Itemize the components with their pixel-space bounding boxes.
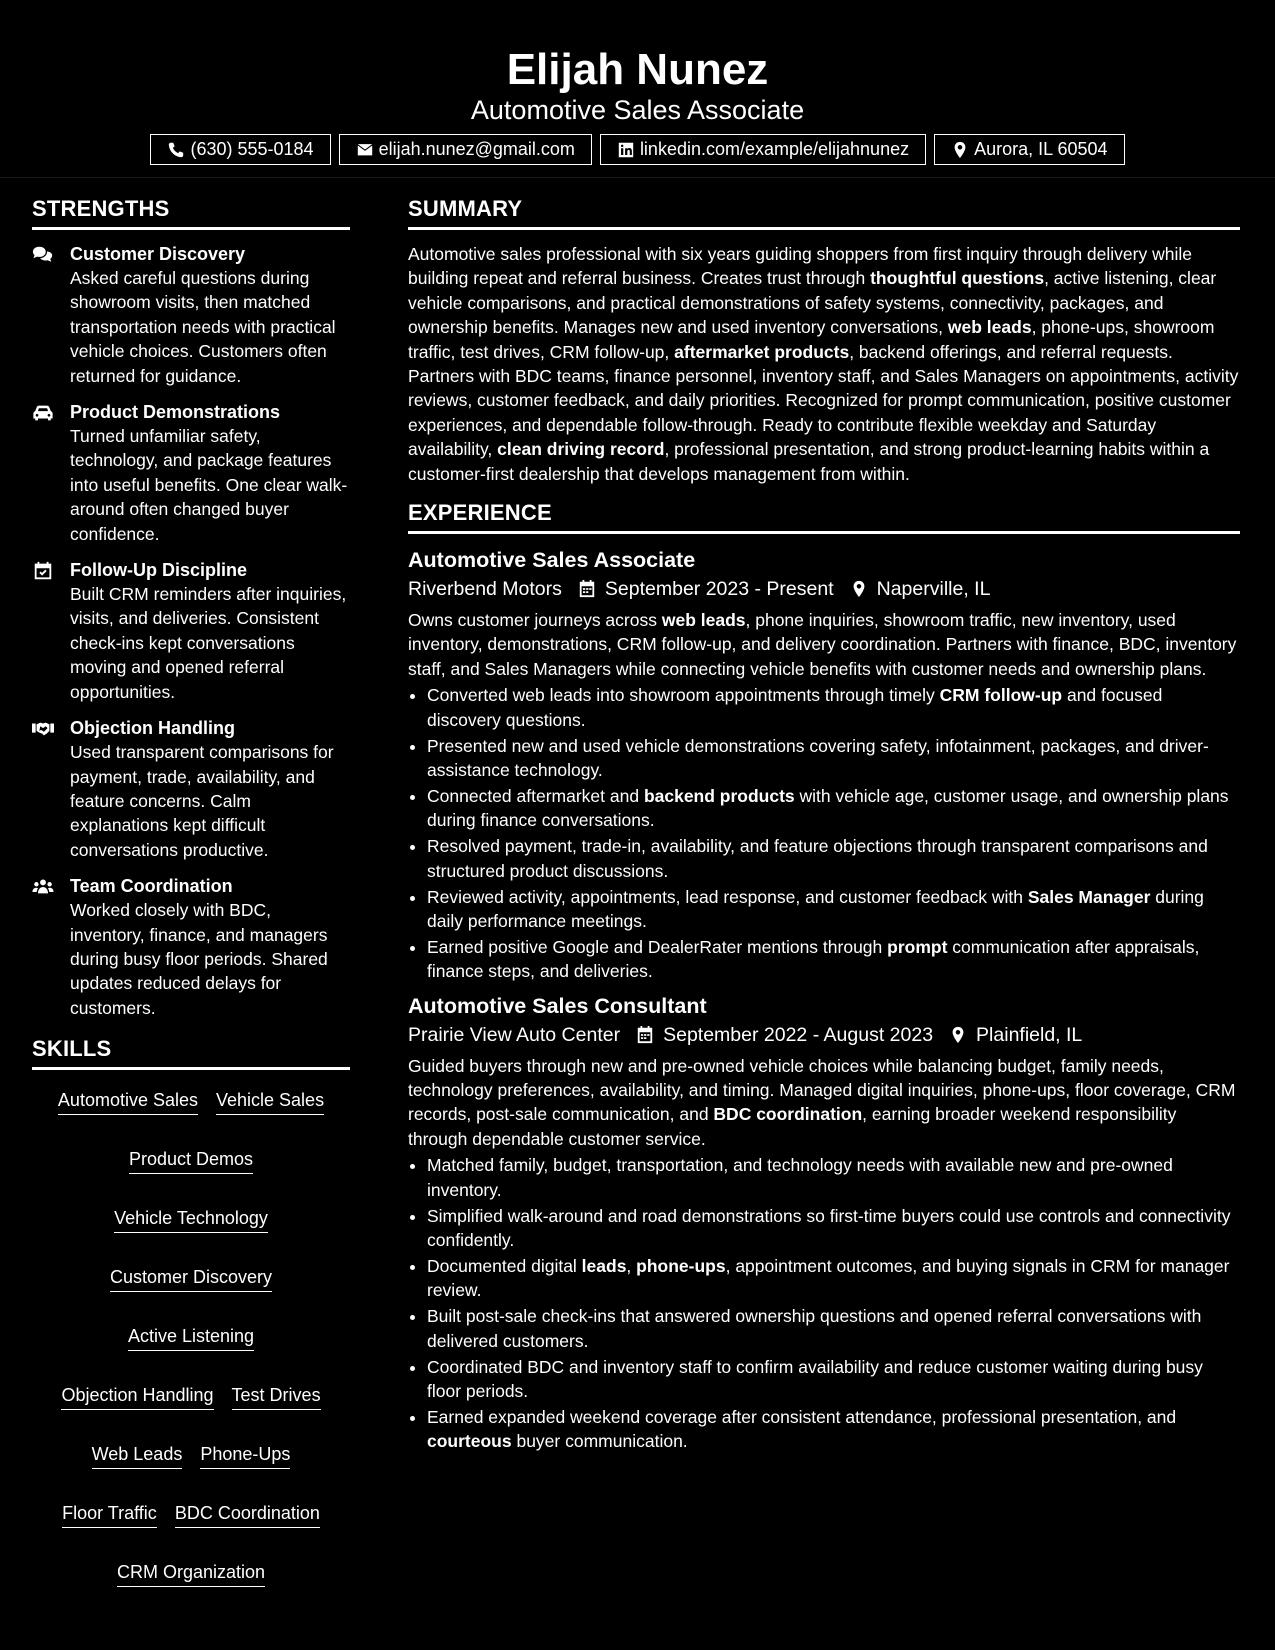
text-run: Owns customer journeys across — [408, 610, 662, 631]
job-location: Naperville, IL — [876, 578, 991, 601]
job-title: Automotive Sales Associate — [408, 548, 696, 573]
candidate-title: Automotive Sales Associate — [470, 95, 805, 125]
skill-tag: CRM Organization — [117, 1560, 265, 1587]
job-dates: September 2023 - Present — [604, 578, 834, 601]
skill-tag: Web Leads — [92, 1442, 183, 1469]
calendar-icon — [578, 579, 596, 599]
job-title: Automotive Sales Consultant — [408, 993, 707, 1018]
skill-tag: Active Listening — [128, 1324, 254, 1351]
text-run: communication after appraisals, finance steps, and deliveries. — [427, 936, 1200, 982]
text-run: , professional presentation, and strong product-learning habits within a customer-first dealership that develops management from within. — [408, 439, 1210, 484]
job-description — [408, 608, 1240, 681]
contact-location-text: Aurora, IL 60504 — [974, 139, 1108, 159]
text-run: , appointment outcomes, and buying signals in CRM for manager review. — [427, 1255, 1230, 1301]
bullet-item — [427, 734, 1240, 783]
bullet-item — [427, 1405, 1240, 1454]
bullet-item — [427, 784, 1240, 833]
strength-title: Objection Handling — [70, 718, 235, 739]
strength-title: Team Coordination — [70, 876, 233, 897]
skill-tag: Automotive Sales — [58, 1088, 198, 1115]
strength-item — [32, 874, 350, 1020]
strength-text: Built CRM reminders after inquiries, visits, and deliveries. Consistent check-ins kept conversations moving and opened referral opportunities. — [70, 584, 347, 702]
text-run: Earned expanded weekend coverage after consistent attendance, professional presentation, and — [427, 1406, 1177, 1427]
job-entry — [408, 992, 1240, 1454]
bold-phrase: web leads — [947, 317, 1032, 338]
text-run: Matched family, budget, transportation, and technology needs with available new and pre-owned inventory. — [427, 1155, 1173, 1200]
bold-phrase: CRM follow-up — [939, 685, 1063, 706]
text-run: Reviewed activity, appointments, lead response, and customer feedback with — [427, 886, 1028, 907]
left-column — [32, 194, 350, 1587]
text-run: Coordinated BDC and inventory staff to confirm availability and reduce customer waiting during busy floor periods. — [427, 1356, 1203, 1401]
strengths-heading: STRENGTHS — [32, 194, 350, 230]
text-run: Presented new and used vehicle demonstrations covering safety, infotainment, packages, and driver-assistance technology. — [427, 735, 1209, 780]
bold-phrase: aftermarket products — [674, 341, 850, 362]
contact-location[interactable] — [934, 134, 1124, 165]
skill-tag: Test Drives — [232, 1383, 321, 1410]
text-run: with vehicle age, customer usage, and ownership plans during finance conversations. — [427, 785, 1229, 831]
contact-bar — [0, 134, 1275, 165]
skill-tag: Phone-Ups — [200, 1442, 290, 1469]
job-description — [408, 1054, 1240, 1152]
map-pin-icon — [850, 579, 868, 599]
text-run: , phone inquiries, showroom traffic, new inventory, used inventory, demonstrations, CRM follow-up, and delivery coordination. Partners with finance, BDC, inventory staff, and Sales Managers while connecting vehicle benefits with customer needs and ownership plans. — [408, 610, 1237, 679]
company-name: Prairie View Auto Center — [408, 1023, 621, 1046]
strength-text: Turned unfamiliar safety, technology, and package features into useful benefits. One clear walk-around often changed buyer confidence. — [70, 426, 348, 544]
contact-phone[interactable] — [150, 134, 330, 165]
skill-tag: Product Demos — [129, 1147, 253, 1174]
contact-email-text: elijah.nunez@gmail.com — [378, 139, 575, 159]
strength-title: Customer Discovery — [70, 244, 246, 264]
envelope-icon — [356, 141, 374, 159]
text-run: Documented digital — [427, 1255, 582, 1276]
bold-phrase: phone-ups — [636, 1255, 726, 1276]
skill-tag: Objection Handling — [61, 1383, 213, 1410]
job-meta — [408, 1020, 1240, 1050]
candidate-name: Elijah Nunez — [506, 45, 769, 94]
text-run: Connected aftermarket and — [427, 785, 644, 806]
strength-item — [32, 558, 350, 704]
strength-item — [32, 242, 350, 388]
map-pin-icon — [949, 1025, 967, 1045]
job-meta — [408, 574, 1240, 604]
bold-phrase: clean driving record — [497, 439, 665, 460]
strength-title: Follow-Up Discipline — [70, 560, 248, 581]
bullet-item — [427, 1254, 1240, 1303]
text-run: Converted web leads into showroom appointments through timely — [427, 685, 940, 706]
bullet-item — [427, 1304, 1240, 1353]
text-run: buyer communication. — [511, 1431, 688, 1452]
strength-text: Asked careful questions during showroom visits, then matched transportation needs with practical vehicle choices. Customers often returned for guidance. — [70, 268, 336, 386]
text-run: during daily performance meetings. — [427, 886, 1204, 931]
skill-tag: Vehicle Technology — [114, 1206, 268, 1233]
job-bullets — [408, 683, 1240, 983]
text-run: , phone-ups, showroom traffic, test drives, CRM follow-up, — [408, 317, 1215, 362]
bold-phrase: thoughtful questions — [870, 268, 1045, 289]
experience-heading: EXPERIENCE — [408, 498, 1240, 534]
contact-phone-text: (630) 555-0184 — [190, 139, 314, 159]
users-icon — [32, 877, 54, 897]
skill-tag: Customer Discovery — [110, 1265, 272, 1292]
text-run: Simplified walk-around and road demonstrations so first-time buyers could use controls and connectivity confidently. — [427, 1205, 1231, 1250]
bullet-item — [427, 1355, 1240, 1404]
text-run: , backend offerings, and referral requests. Partners with BDC teams, finance personnel, inventory staff, and Sales Managers on appointments, activity reviews, customer feedback, and daily priorities. Recognized for prompt communication, positive customer experiences, and dependable follow-through. Ready to contribute flexible weekday and Saturday availability, — [408, 341, 1239, 460]
skills-list — [32, 1086, 350, 1587]
skills-heading: SKILLS — [32, 1034, 350, 1070]
text-run: Automotive sales professional with six years guiding shoppers from first inquiry through delivery while building repeat and referral business. Creates trust through — [408, 244, 1192, 289]
skill-tag: Vehicle Sales — [216, 1088, 324, 1115]
bold-phrase: BDC coordination — [713, 1104, 863, 1125]
contact-linkedin[interactable] — [600, 134, 926, 165]
bold-phrase: Sales Manager — [1027, 886, 1151, 907]
right-column — [408, 194, 1240, 1462]
text-run: Resolved payment, trade-in, availability, and feature objections through transparent comparisons and structured product discussions. — [427, 836, 1208, 881]
skill-tag: BDC Coordination — [175, 1501, 320, 1528]
map-pin-icon — [951, 141, 969, 159]
job-location: Plainfield, IL — [976, 1023, 1083, 1046]
bold-phrase: leads — [581, 1255, 627, 1276]
skill-tag: Floor Traffic — [62, 1501, 157, 1528]
linkedin-icon — [617, 141, 635, 159]
bullet-item — [427, 683, 1240, 732]
contact-email[interactable] — [339, 134, 592, 165]
text-run: Earned positive Google and DealerRater mentions through — [427, 936, 888, 957]
handshake-icon — [32, 719, 54, 739]
bullet-item — [427, 885, 1240, 934]
text-run: , — [626, 1255, 637, 1276]
bold-phrase: web leads — [661, 610, 746, 631]
job-bullets — [408, 1153, 1240, 1453]
text-run: and focused discovery questions. — [427, 685, 1163, 730]
strength-text: Used transparent comparisons for payment, trade, availability, and feature concerns. Calm explanations kept difficult conversations productive. — [70, 742, 334, 860]
bullet-item — [427, 935, 1240, 984]
text-run: , earning broader weekend responsibility through dependable customer service. — [408, 1104, 1177, 1149]
car-icon — [32, 403, 54, 423]
contact-linkedin-text: linkedin.com/example/elijahnunez — [639, 139, 910, 159]
strength-text: Worked closely with BDC, inventory, finance, and managers during busy floor periods. Shared updates reduced delays for customers. — [70, 900, 328, 1018]
bold-phrase: courteous — [427, 1431, 512, 1452]
summary-text — [408, 242, 1240, 486]
comments-icon — [32, 245, 54, 265]
bullet-item — [427, 1204, 1240, 1253]
strength-item — [32, 716, 350, 862]
text-run: Built post-sale check-ins that answered ownership questions and opened referral conversations with delivered customers. — [427, 1306, 1202, 1351]
bullet-item — [427, 1153, 1240, 1202]
resume-header — [0, 0, 1275, 178]
strength-title: Product Demonstrations — [70, 402, 281, 423]
text-run: Guided buyers through new and pre-owned vehicle choices while balancing budget, family needs, technology preferences, availability, and timing. Managed digital inquiries, phone-ups, floor coverage, CRM records, post-sale communication, and — [408, 1055, 1236, 1125]
bold-phrase: prompt — [887, 936, 948, 957]
job-dates: September 2022 - August 2023 — [663, 1023, 934, 1046]
company-name: Riverbend Motors — [408, 578, 562, 601]
text-run: , active listening, clear vehicle comparisons, and practical demonstrations of safety systems, connectivity, packages, and ownership benefits. Manages new and used inventory conversations, — [408, 268, 1217, 338]
calendar-check-icon — [32, 561, 54, 581]
bold-phrase: backend products — [643, 785, 795, 806]
bullet-item — [427, 834, 1240, 883]
calendar-icon — [636, 1025, 654, 1045]
strength-item — [32, 400, 350, 546]
summary-heading: SUMMARY — [408, 194, 1240, 230]
job-entry — [408, 546, 1240, 984]
phone-icon — [167, 141, 185, 159]
